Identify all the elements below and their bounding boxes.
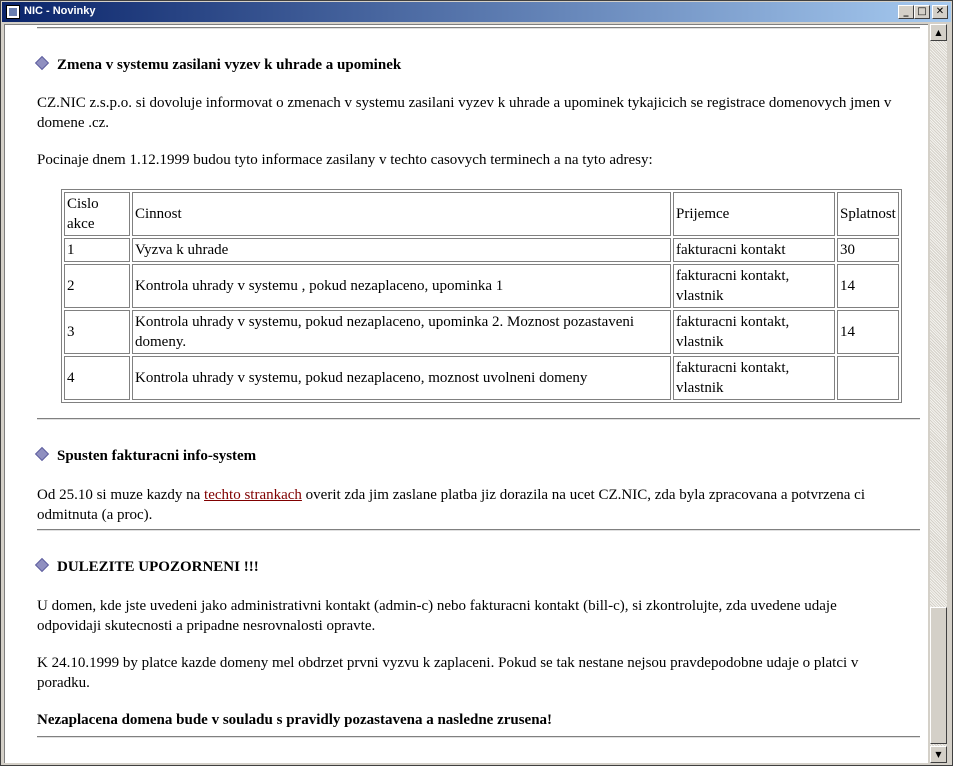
section-heading-important-notice: DULEZITE UPOZORNENI !!!: [37, 557, 259, 577]
section-heading-info-system: Spusten fakturacni info-system: [37, 446, 256, 466]
table-cell: Kontrola uhrady v systemu, pokud nezaplaceno, upominka 2. Moznost pozastaveni domeny.: [132, 310, 671, 354]
table-cell: fakturacni kontakt, vlastnik: [673, 264, 835, 308]
header-cell: Prijemce: [673, 192, 835, 236]
billing-schedule-table: [61, 189, 902, 403]
paragraph-schedule: Pocinaje dnem 1.12.1999 budou tyto informace zasilany v techto casovych terminech a na tyto adresy:: [37, 152, 653, 168]
table-cell: Kontrola uhrady v systemu, pokud nezaplaceno, moznost uvolneni domeny: [132, 356, 671, 400]
header-cell: Splatnost: [837, 192, 899, 236]
title-bar[interactable]: [2, 2, 951, 22]
paragraph-warning: Nezaplacena domena bude v souladu s pravidly pozastavena a nasledne zrusena!: [37, 712, 553, 728]
table-cell: fakturacni kontakt: [673, 238, 835, 262]
header-cell: Cislo akce: [64, 192, 130, 236]
table-cell: 2: [64, 264, 130, 308]
table-cell: 3: [64, 310, 130, 354]
table-cell: 4: [64, 356, 130, 400]
vertical-scrollbar[interactable]: [930, 24, 947, 763]
table-header-row: [64, 192, 899, 236]
table-cell: 14: [837, 264, 899, 308]
divider: [37, 529, 920, 531]
scrollbar-thumb[interactable]: [930, 607, 947, 744]
paragraph-check-contacts: U domen, kde jste uvedeni jako administrativni kontakt (admin-c) nebo fakturacni kontakt (bill-c), si zkontrolujte, zda uvedene udaje odpovidaji skutecnosti a pripadne nesrovnalosti opravte.: [37, 598, 837, 634]
table-cell: fakturacni kontakt, vlastnik: [673, 310, 835, 354]
table-row: [64, 264, 899, 308]
paragraph-first-invoice: K 24.10.1999 by platce kazde domeny mel obdrzet prvni vyzvu k zaplaceni. Pokud se tak nestane nejsou pravdepodobne udaje o platci v poradku.: [37, 655, 859, 691]
page-content: [4, 24, 928, 763]
table-cell: Kontrola uhrady v systemu , pokud nezaplaceno, upominka 1: [132, 264, 671, 308]
section-heading-billing-changes: Zmena v systemu zasilani vyzev k uhrade a upominek: [37, 55, 401, 75]
paragraph-info-system: Od 25.10 si muze kazdy na techto strankach overit zda jim zaslane platba jiz dorazila na ucet CZ.NIC, zda byla zpracovana a potvrzena ci odmitnuta (a proc).: [37, 487, 865, 523]
diamond-bullet-icon: [35, 447, 49, 461]
table-cell: 1: [64, 238, 130, 262]
info-system-link[interactable]: techto strankach: [204, 487, 302, 503]
table-row: [64, 310, 899, 354]
header-cell: Cinnost: [132, 192, 671, 236]
minimize-button[interactable]: _: [898, 5, 914, 19]
table-cell: 30: [837, 238, 899, 262]
divider-top: [37, 27, 920, 29]
divider: [37, 418, 920, 420]
close-button[interactable]: ✕: [932, 5, 948, 19]
maximize-button[interactable]: □: [914, 5, 930, 19]
table-cell: [837, 356, 899, 400]
table-row: [64, 356, 899, 400]
diamond-bullet-icon: [35, 558, 49, 572]
table-cell: 14: [837, 310, 899, 354]
scroll-down-arrow-icon[interactable]: ▼: [930, 746, 947, 763]
window-title: NIC - Novinky: [24, 5, 96, 17]
divider-bottom: [37, 736, 920, 738]
table-cell: Vyzva k uhrade: [132, 238, 671, 262]
diamond-bullet-icon: [35, 56, 49, 70]
table-cell: fakturacni kontakt, vlastnik: [673, 356, 835, 400]
paragraph-intro: CZ.NIC z.s.p.o. si dovoluje informovat o zmenach v systemu zasilani vyzev k uhrade a upominek tykajicich se registrace domenovych jmen v domene .cz.: [37, 95, 892, 131]
app-icon: [6, 5, 20, 19]
scroll-up-arrow-icon[interactable]: ▲: [930, 24, 947, 41]
table-row: [64, 238, 899, 262]
